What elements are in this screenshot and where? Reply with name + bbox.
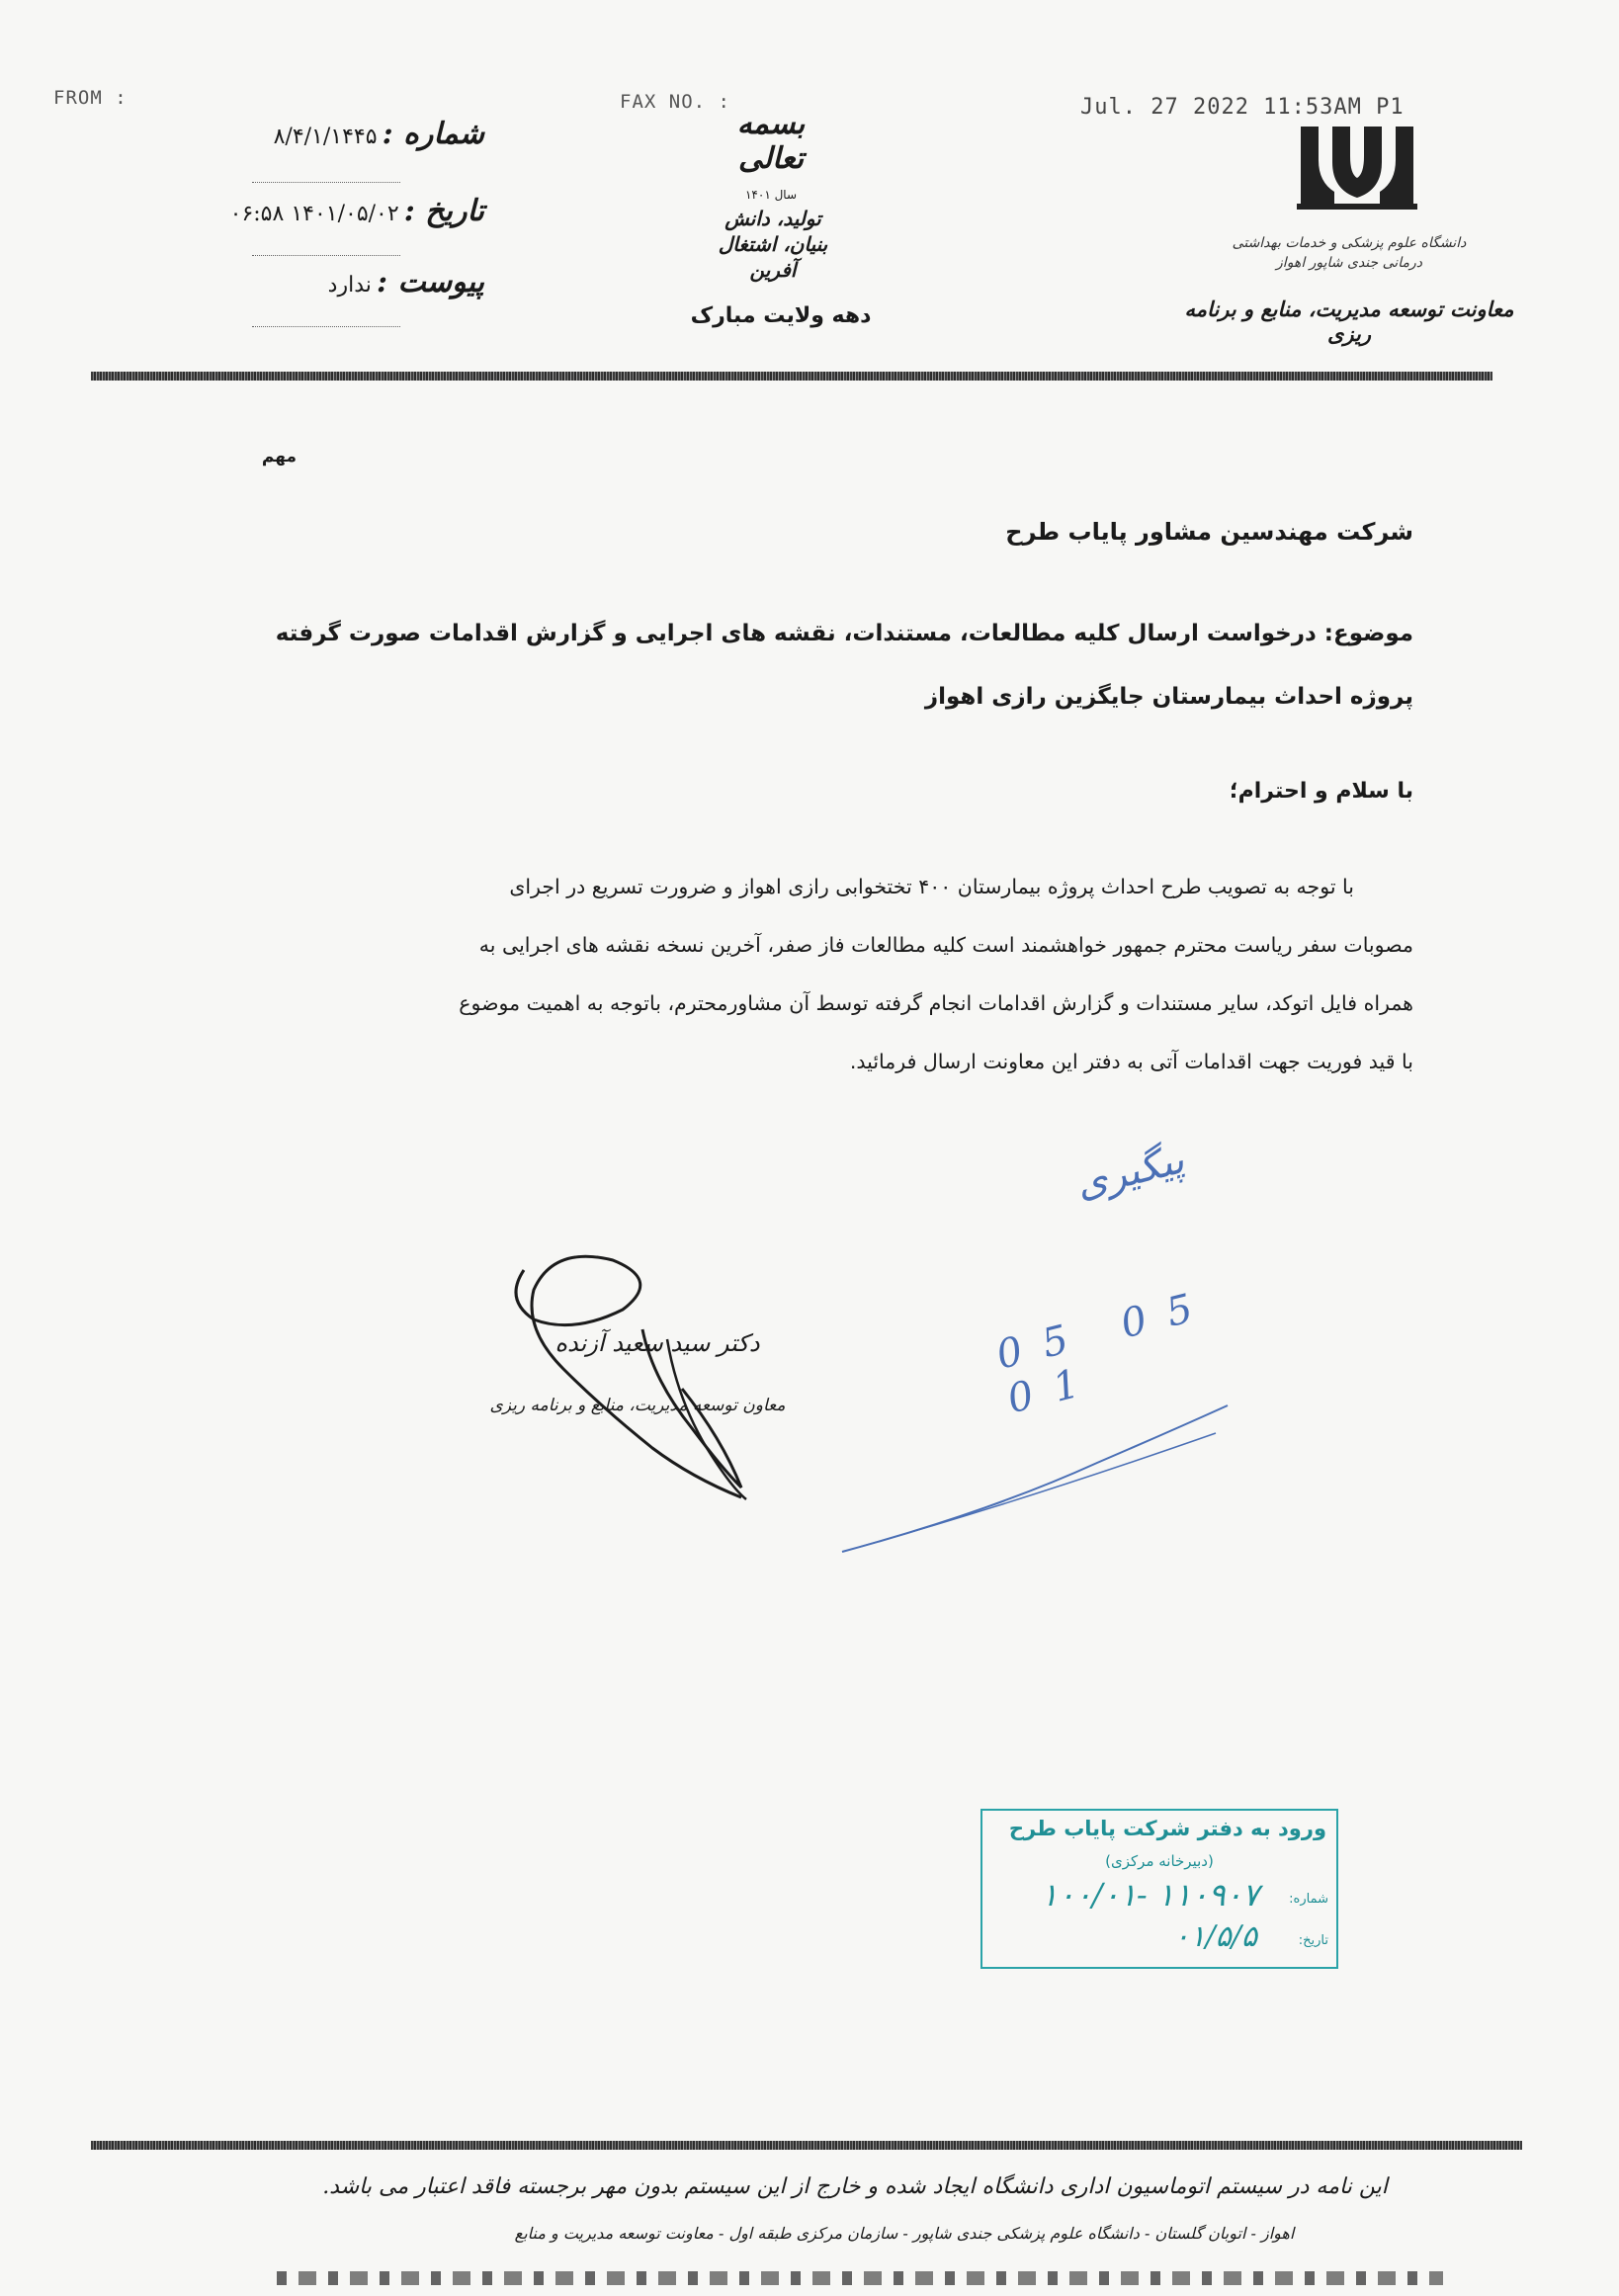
fax-timestamp: Jul. 27 2022 11:53AM P1 bbox=[1080, 95, 1405, 120]
received-stamp bbox=[980, 1809, 1338, 1969]
number-row bbox=[148, 117, 484, 151]
footer-address: اهواز - اتوبان گلستان - دانشگاه علوم پزشکی جندی شاپور - سازمان مرکزی طبقه اول - معاونت توسعه مدیریت و منابع bbox=[514, 2224, 1295, 2243]
signature-scribble bbox=[494, 1240, 781, 1517]
letter-meta bbox=[148, 117, 484, 304]
attachment-label: پیوست : bbox=[376, 265, 484, 299]
basmala: بسمه تعالی bbox=[736, 107, 806, 176]
date-label: تاریخ : bbox=[403, 194, 484, 228]
stamp-subtitle: (دبیرخانه مرکزی) bbox=[1105, 1852, 1214, 1870]
stamp-number-value: ۱۰۰/۰۱- ۱۱۰۹۰۷ bbox=[1041, 1876, 1259, 1913]
footer-divider bbox=[91, 2141, 1522, 2150]
stamp-title: ورود به دفتر شرکت پایاب طرح bbox=[1008, 1817, 1326, 1840]
body-line-4: با قید فوریت جهت اقدامات آتی به دفتر این معاونت ارسال فرمائید. bbox=[849, 1050, 1413, 1073]
priority-label: مهم bbox=[261, 447, 297, 467]
department-name: معاونت توسعه مدیریت، منابع و برنامه ریزی bbox=[1184, 297, 1514, 346]
greeting: با سلام و احترام؛ bbox=[1229, 779, 1413, 804]
year-motto: تولید، دانش بنیان، اشتغال آفرین bbox=[718, 207, 828, 282]
university-logo bbox=[1293, 121, 1421, 212]
subject-line-1: موضوع: درخواست ارسال کلیه مطالعات، مستندات، نقشه های اجرایی و گزارش اقدامات صورت گرفته bbox=[275, 621, 1413, 646]
stamp-number-label: شماره: bbox=[1289, 1892, 1328, 1907]
attachment-row bbox=[148, 265, 484, 299]
handwritten-note: پیگیری bbox=[1070, 1137, 1189, 1208]
header-divider bbox=[91, 372, 1492, 381]
stamp-date-value: ۰۱/۵/۵ bbox=[1173, 1919, 1257, 1954]
fax-from: FROM : bbox=[53, 87, 128, 109]
body-line-3: همراه فایل اتوکد، سایر مستندات و گزارش اقدامات انجام گرفته توسط آن مشاورمحترم، باتوجه به اهمیت موضوع bbox=[459, 991, 1413, 1015]
footer-cutoff-text bbox=[277, 2271, 1443, 2285]
occasion-text: دهه ولایت مبارک bbox=[690, 303, 872, 328]
subject-line-2: پروژه احداث بیمارستان جایگزین رازی اهواز bbox=[924, 684, 1413, 710]
stamp-date-label: تاریخ: bbox=[1298, 1933, 1328, 1948]
date-value: ۱۴۰۱/۰۵/۰۲ ۰۶:۵۸ bbox=[229, 202, 399, 226]
letter-body bbox=[178, 858, 1413, 1091]
handwritten-stroke bbox=[840, 1403, 1236, 1562]
date-underline bbox=[252, 182, 400, 183]
number-label: شماره : bbox=[382, 117, 484, 151]
footer-notice: این نامه در سیستم اتوماسیون اداری دانشگاه ایجاد شده و خارج از این سیستم بدون مهر برجسته فاقد اعتبار می باشد. bbox=[322, 2174, 1388, 2199]
body-line-2: مصوبات سفر ریاست محترم جمهور خواهشمند است کلیه مطالعات فاز صفر، آخرین نسخه نقشه های اجرایی به bbox=[478, 933, 1413, 957]
motto-year: سال ۱۴۰۱ bbox=[744, 188, 798, 202]
date-underline-2 bbox=[252, 255, 400, 256]
handwritten-date: 05 05 01 bbox=[991, 1280, 1219, 1423]
university-name: دانشگاه علوم پزشکی و خدمات بهداشتی درمانی جندی شاپور اهواز bbox=[1232, 235, 1467, 271]
fax-number: FAX NO. : bbox=[620, 91, 730, 113]
date-row bbox=[148, 194, 484, 228]
recipient: شرکت مهندسین مشاور پایاب طرح bbox=[1005, 518, 1413, 546]
attachment-value: ندارد bbox=[327, 273, 372, 298]
attachment-underline bbox=[252, 326, 400, 327]
number-value: ۸/۴/۱/۱۴۴۵ bbox=[273, 125, 378, 149]
signatory-title: معاون توسعه مدیریت، منابع و برنامه ریزی bbox=[489, 1396, 786, 1415]
signatory-name: دکتر سید سعید آزنده bbox=[554, 1329, 760, 1357]
body-line-1: با توجه به تصویب طرح احداث پروژه بیمارستان ۴۰۰ تختخوابی رازی اهواز و ضرورت تسریع در اجرای bbox=[509, 875, 1354, 898]
